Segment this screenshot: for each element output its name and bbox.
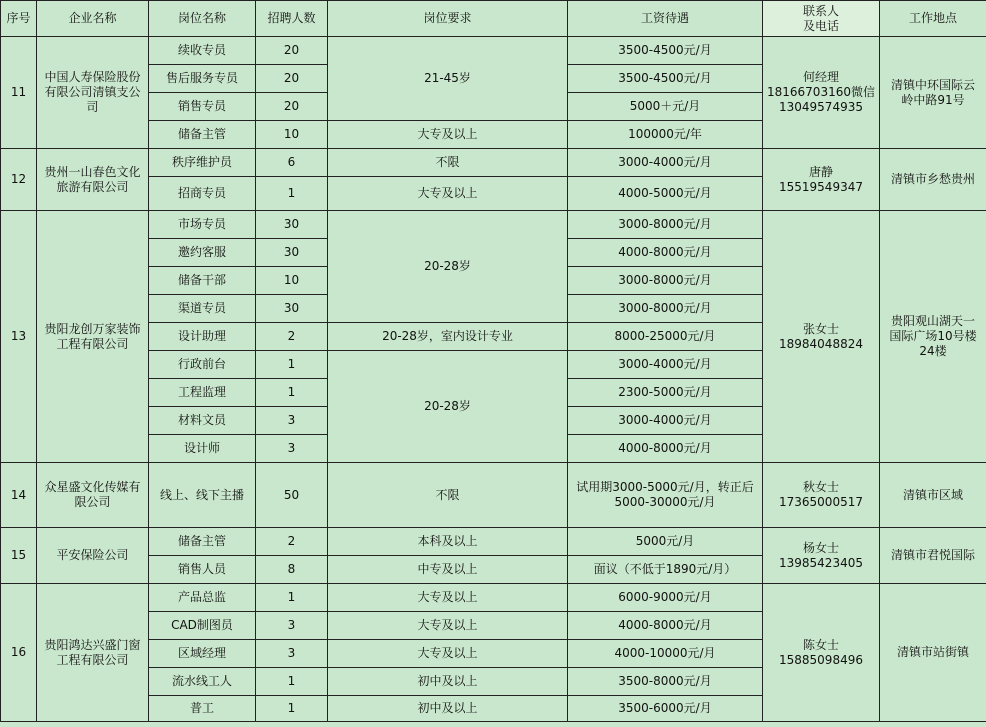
salary-cell: 8000-25000元/月 bbox=[568, 323, 763, 351]
salary-cell: 3000-8000元/月 bbox=[568, 211, 763, 239]
header-position: 岗位名称 bbox=[149, 1, 256, 37]
requirement-cell: 大专及以上 bbox=[328, 612, 568, 640]
header-company: 企业名称 bbox=[37, 1, 149, 37]
count-cell: 20 bbox=[256, 93, 328, 121]
seq-cell: 12 bbox=[1, 149, 37, 211]
salary-cell: 面议（不低于1890元/月） bbox=[568, 556, 763, 584]
position-cell: 产品总监 bbox=[149, 584, 256, 612]
requirement-cell: 大专及以上 bbox=[328, 121, 568, 149]
location-cell: 清镇市区域 bbox=[880, 463, 986, 528]
company-name-cell: 贵州一山春色文化 旅游有限公司 bbox=[37, 149, 149, 211]
count-cell: 3 bbox=[256, 612, 328, 640]
seq-cell: 13 bbox=[1, 211, 37, 463]
requirement-cell: 中专及以上 bbox=[328, 556, 568, 584]
salary-cell: 5000＋元/月 bbox=[568, 93, 763, 121]
salary-cell: 5000元/月 bbox=[568, 528, 763, 556]
position-cell: 区域经理 bbox=[149, 640, 256, 668]
position-cell: 普工 bbox=[149, 696, 256, 722]
salary-cell: 3000-8000元/月 bbox=[568, 267, 763, 295]
contact-cell: 唐静 15519549347 bbox=[763, 149, 880, 211]
location-cell: 清镇市君悦国际 bbox=[880, 528, 986, 584]
table-row bbox=[1, 211, 986, 239]
location-cell: 贵阳观山湖天一 国际广场10号楼 24楼 bbox=[880, 211, 986, 463]
seq-cell: 11 bbox=[1, 37, 37, 149]
table-row bbox=[1, 149, 986, 177]
count-cell: 2 bbox=[256, 528, 328, 556]
header-location: 工作地点 bbox=[880, 1, 986, 37]
position-cell: 销售专员 bbox=[149, 93, 256, 121]
count-cell: 1 bbox=[256, 177, 328, 211]
salary-cell: 3000-8000元/月 bbox=[568, 295, 763, 323]
salary-cell: 3000-4000元/月 bbox=[568, 351, 763, 379]
salary-cell: 2300-5000元/月 bbox=[568, 379, 763, 407]
salary-cell: 3500-8000元/月 bbox=[568, 668, 763, 696]
table-row bbox=[1, 37, 986, 65]
salary-cell: 4000-8000元/月 bbox=[568, 612, 763, 640]
requirement-cell: 20-28岁，室内设计专业 bbox=[328, 323, 568, 351]
company-name-cell: 平安保险公司 bbox=[37, 528, 149, 584]
position-cell: 招商专员 bbox=[149, 177, 256, 211]
location-cell: 清镇市乡愁贵州 bbox=[880, 149, 986, 211]
salary-cell: 4000-8000元/月 bbox=[568, 435, 763, 463]
count-cell: 1 bbox=[256, 351, 328, 379]
position-cell: 售后服务专员 bbox=[149, 65, 256, 93]
contact-cell: 张女士 18984048824 bbox=[763, 211, 880, 463]
salary-cell: 3000-4000元/月 bbox=[568, 407, 763, 435]
requirement-cell: 20-28岁 bbox=[328, 351, 568, 463]
requirement-cell: 大专及以上 bbox=[328, 177, 568, 211]
salary-cell: 3500-6000元/月 bbox=[568, 696, 763, 722]
salary-cell: 4000-5000元/月 bbox=[568, 177, 763, 211]
salary-cell: 6000-9000元/月 bbox=[568, 584, 763, 612]
count-cell: 20 bbox=[256, 37, 328, 65]
requirement-cell: 大专及以上 bbox=[328, 584, 568, 612]
location-cell: 清镇中环国际云 岭中路91号 bbox=[880, 37, 986, 149]
requirement-cell: 不限 bbox=[328, 463, 568, 528]
header-count: 招聘人数 bbox=[256, 1, 328, 37]
position-cell: 销售人员 bbox=[149, 556, 256, 584]
count-cell: 10 bbox=[256, 121, 328, 149]
count-cell: 6 bbox=[256, 149, 328, 177]
requirement-cell: 初中及以上 bbox=[328, 696, 568, 722]
position-cell: 行政前台 bbox=[149, 351, 256, 379]
count-cell: 1 bbox=[256, 696, 328, 722]
position-cell: 设计助理 bbox=[149, 323, 256, 351]
position-cell: 材料文员 bbox=[149, 407, 256, 435]
position-cell: 渠道专员 bbox=[149, 295, 256, 323]
position-cell: 线上、线下主播 bbox=[149, 463, 256, 528]
seq-cell: 14 bbox=[1, 463, 37, 528]
count-cell: 20 bbox=[256, 65, 328, 93]
salary-cell: 3000-4000元/月 bbox=[568, 149, 763, 177]
requirement-cell: 本科及以上 bbox=[328, 528, 568, 556]
count-cell: 30 bbox=[256, 295, 328, 323]
position-cell: 设计师 bbox=[149, 435, 256, 463]
position-cell: 邀约客服 bbox=[149, 239, 256, 267]
position-cell: 续收专员 bbox=[149, 37, 256, 65]
header-contact: 联系人 及电话 bbox=[763, 1, 880, 37]
table-row bbox=[1, 463, 986, 528]
header-requirement: 岗位要求 bbox=[328, 1, 568, 37]
requirement-cell: 20-28岁 bbox=[328, 211, 568, 323]
position-cell: 秩序维护员 bbox=[149, 149, 256, 177]
header-salary: 工资待遇 bbox=[568, 1, 763, 37]
contact-cell: 陈女士 15885098496 bbox=[763, 584, 880, 722]
requirement-cell: 21-45岁 bbox=[328, 37, 568, 121]
header-seq: 序号 bbox=[1, 1, 37, 37]
seq-cell: 15 bbox=[1, 528, 37, 584]
salary-cell: 试用期3000-5000元/月，转正后 5000-30000元/月 bbox=[568, 463, 763, 528]
contact-cell: 何经理 18166703160微信 13049574935 bbox=[763, 37, 880, 149]
position-cell: 流水线工人 bbox=[149, 668, 256, 696]
position-cell: 储备主管 bbox=[149, 121, 256, 149]
count-cell: 1 bbox=[256, 584, 328, 612]
contact-cell: 秋女士 17365000517 bbox=[763, 463, 880, 528]
count-cell: 50 bbox=[256, 463, 328, 528]
requirement-cell: 初中及以上 bbox=[328, 668, 568, 696]
company-name-cell: 贵阳龙创万家装饰 工程有限公司 bbox=[37, 211, 149, 463]
table-row bbox=[1, 584, 986, 612]
seq-cell: 16 bbox=[1, 584, 37, 722]
count-cell: 8 bbox=[256, 556, 328, 584]
count-cell: 3 bbox=[256, 435, 328, 463]
position-cell: 市场专员 bbox=[149, 211, 256, 239]
position-cell: 储备干部 bbox=[149, 267, 256, 295]
location-cell: 清镇市站街镇 bbox=[880, 584, 986, 722]
count-cell: 1 bbox=[256, 379, 328, 407]
requirement-cell: 不限 bbox=[328, 149, 568, 177]
count-cell: 3 bbox=[256, 640, 328, 668]
salary-cell: 4000-10000元/月 bbox=[568, 640, 763, 668]
table-row bbox=[1, 528, 986, 556]
count-cell: 1 bbox=[256, 668, 328, 696]
salary-cell: 4000-8000元/月 bbox=[568, 239, 763, 267]
header-row bbox=[1, 1, 986, 37]
count-cell: 30 bbox=[256, 211, 328, 239]
count-cell: 3 bbox=[256, 407, 328, 435]
salary-cell: 3500-4500元/月 bbox=[568, 37, 763, 65]
count-cell: 30 bbox=[256, 239, 328, 267]
requirement-cell: 大专及以上 bbox=[328, 640, 568, 668]
contact-cell: 杨女士 13985423405 bbox=[763, 528, 880, 584]
count-cell: 2 bbox=[256, 323, 328, 351]
salary-cell: 100000元/年 bbox=[568, 121, 763, 149]
position-cell: 储备主管 bbox=[149, 528, 256, 556]
position-cell: CAD制图员 bbox=[149, 612, 256, 640]
company-name-cell: 众星盛文化传媒有 限公司 bbox=[37, 463, 149, 528]
company-name-cell: 中国人寿保险股份 有限公司清镇支公司 bbox=[37, 37, 149, 149]
position-cell: 工程监理 bbox=[149, 379, 256, 407]
count-cell: 10 bbox=[256, 267, 328, 295]
salary-cell: 3500-4500元/月 bbox=[568, 65, 763, 93]
company-name-cell: 贵阳鸿达兴盛门窗 工程有限公司 bbox=[37, 584, 149, 722]
